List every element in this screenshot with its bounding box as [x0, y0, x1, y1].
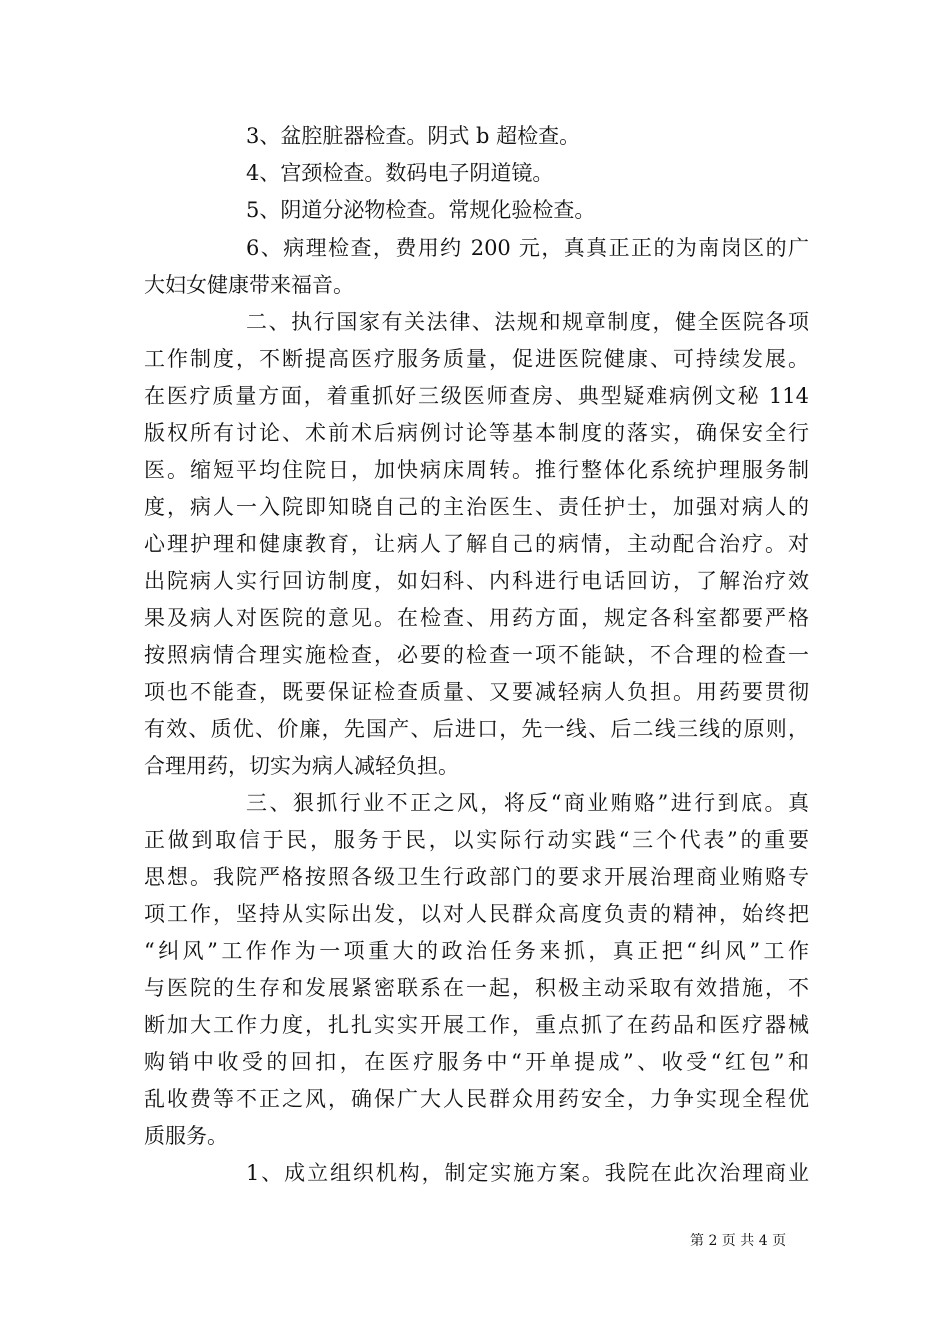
text-line: 版权所有讨论、术前术后病例讨论等基本制度的落实，确保安全行: [144, 421, 809, 445]
text-line: 项工作，坚持从实际出发，以对人民群众高度负责的精神，始终把: [144, 902, 809, 926]
text-line: 合理用药，切实为病人减轻负担。: [144, 754, 459, 778]
text-line: 工作制度，不断提高医疗服务质量，促进医院健康、可持续发展。: [144, 347, 809, 371]
text-line: 大妇女健康带来福音。: [144, 273, 354, 297]
text-line: 度，病人一入院即知晓自己的主治医生、责任护士，加强对病人的: [144, 495, 809, 519]
text-line: 二、执行国家有关法律、法规和规章制度，健全医院各项: [246, 310, 809, 334]
text-line: 果及病人对医院的意见。在检查、用药方面，规定各科室都要严格: [144, 606, 809, 630]
text-line: “纠风”工作作为一项重大的政治任务来抓，真正把“纠风”工作: [144, 939, 809, 963]
text-line: 出院病人实行回访制度，如妇科、内科进行电话回访，了解治疗效: [144, 569, 809, 593]
text-line: 购销中收受的回扣，在医疗服务中“开单提成”、收受“红包”和: [144, 1050, 809, 1074]
text-line: 5、阴道分泌物检查。常规化验检查。: [246, 198, 596, 222]
text-line: 断加大工作力度，扎扎实实开展工作，重点抓了在药品和医疗器械: [144, 1013, 809, 1037]
text-line: 与医院的生存和发展紧密联系在一起，积极主动采取有效措施，不: [144, 976, 809, 1000]
text-line: 三、狠抓行业不正之风，将反“商业贿赂”进行到底。真: [246, 791, 809, 815]
text-line: 乱收费等不正之风，确保广大人民群众用药安全，力争实现全程优: [144, 1087, 809, 1111]
text-line: 心理护理和健康教育，让病人了解自己的病情，主动配合治疗。对: [144, 532, 809, 556]
text-line: 医。缩短平均住院日，加快病床周转。推行整体化系统护理服务制: [144, 458, 809, 482]
text-line: 正做到取信于民，服务于民，以实际行动实践“三个代表”的重要: [144, 828, 809, 852]
text-line: 1、成立组织机构，制定实施方案。我院在此次治理商业: [246, 1161, 809, 1185]
page-number-footer: 第 2 页 共 4 页: [690, 1233, 787, 1249]
text-line: 质服务。: [144, 1124, 228, 1148]
text-line: 4、宫颈检查。数码电子阴道镜。: [246, 161, 554, 185]
text-line: 有效、质优、价廉，先国产、后进口，先一线、后二线三线的原则，: [144, 717, 809, 741]
text-line: 项也不能查，既要保证检查质量、又要减轻病人负担。用药要贯彻: [144, 680, 809, 704]
text-line: 按照病情合理实施检查，必要的检查一项不能缺，不合理的检查一: [144, 643, 809, 667]
text-line: 思想。我院严格按照各级卫生行政部门的要求开展治理商业贿赂专: [144, 865, 809, 889]
text-line: 在医疗质量方面，着重抓好三级医师查房、典型疑难病例文秘 114: [144, 384, 809, 408]
text-line: 3、盆腔脏器检查。阴式 b 超检查。: [246, 124, 581, 148]
text-line: 6、病理检查，费用约 200 元，真真正正的为南岗区的广: [246, 236, 809, 260]
